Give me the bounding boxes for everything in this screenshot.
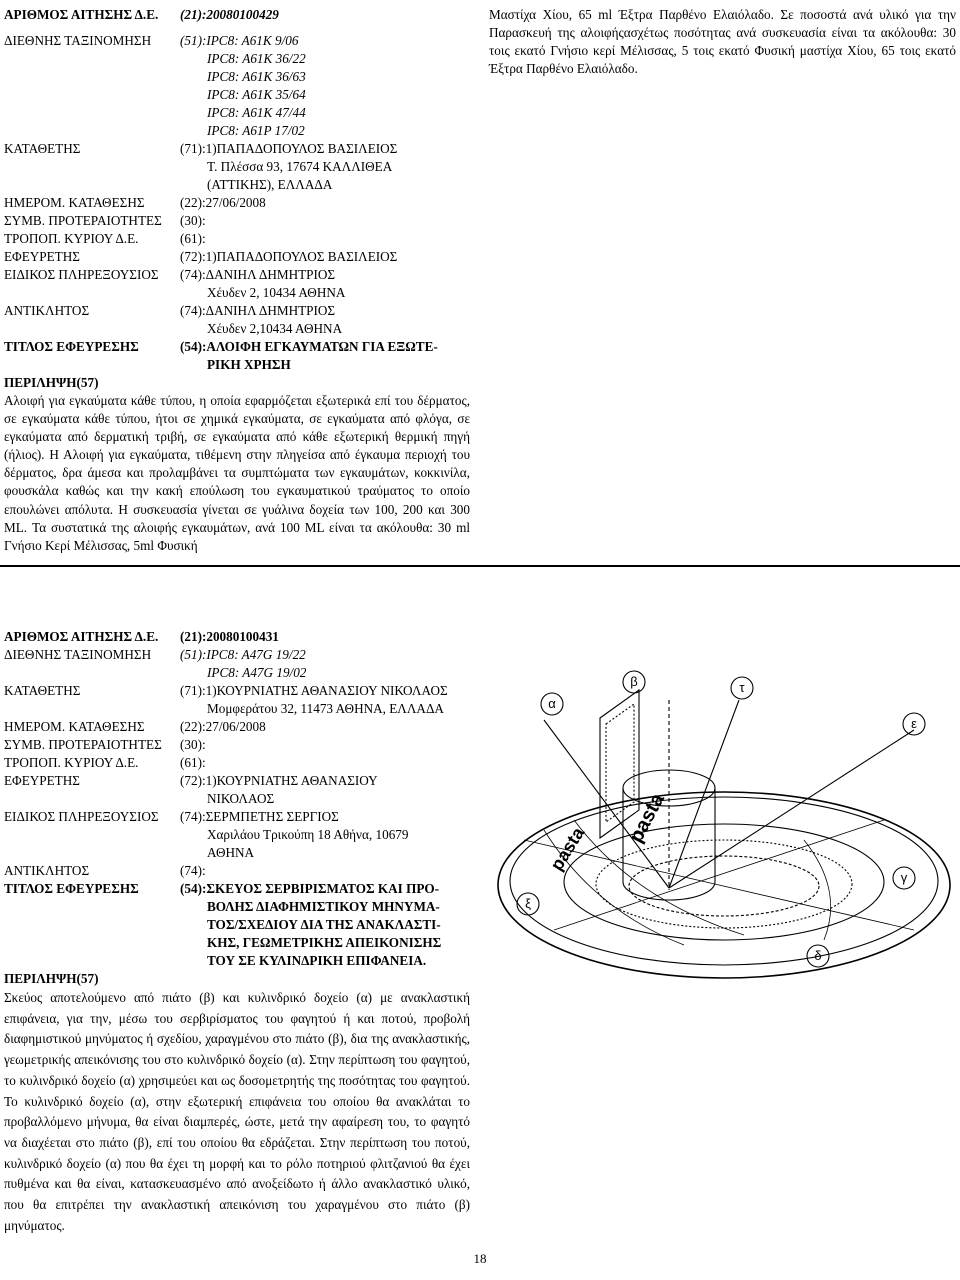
title-line: ΤΟΥ ΣΕ ΚΥΛΙΝΔΡΙΚΗ ΕΠΙΦΑΝΕΙΑ. (207, 953, 427, 968)
abstract-text-right: Μαστίχα Χίου, 65 ml Έξτρα Παρθένο Ελαιόλαδο. Σε ποσοστά ανά υλικό για την Παρασκευή της αλοιφήςασχέτως ποσότητας ανά συσκευασία είναι τα ακόλουθα: 30 τοις εκατό Γνήσιο κερί Μέλισσας, 5 τοις εκατό Φυσική μαστίχα Χίου, 65 τοις εκατό Έξτρα Παρθένο Ελαιόλαδο. (489, 7, 956, 77)
engraved-word-reflection: pasta (624, 789, 669, 847)
figure-label: δ (814, 948, 822, 963)
abstract-text-left: Αλοιφή για εγκαύματα κάθε τύπου, η οποία εφαρμόζεται εξωτερικά επί του δέρματος, σε εγκαύματα κάθε τύπου, ήτοι σε χημικά εγκαύματα, σε εγκαύματα από φλόγα, σε εγκαύματα από δερματική τριβή, σε εγκαύματα από κάθε εξωτερική θερμική πηγή (ήλιος). Η Αλοιφή για εγκαύματα, τιθέμενη στην πληγείσα από έγκαυμα περιοχή του δέρματος, δρα άμεσα και προλαμβάνει τα συμπτώματα των εγκαυμάτων, κοκκινίλα, φουσκάλα καθώς και την κακή επούλωση του εγκαυματικού τραύματος το οποίο επουλώνει απόλυτα. Η συσκευασία γίνεται σε γυάλινα δοχεία των 100, 200 και 300 ML. Τα συστατικά της αλοιφής εγκαυμάτων, ανά 100 ML είναι τα ακόλουθα: 30 ml Γνήσιο Κερί Μέλισσας, 5ml Φυσική (4, 393, 470, 553)
ipc-line: IPC8: A61P 17/02 (207, 123, 305, 138)
inventor-label: ΕΦΕΥΡΕΤΗΣ (4, 773, 80, 788)
ipc-line: IPC8: A61K 47/44 (207, 105, 306, 120)
modification-label: ΤΡΟΠΟΠ. ΚΥΡΙΟΥ Δ.Ε. (4, 755, 139, 770)
attorney-line: (74):ΣΕΡΜΠΕΤΗΣ ΣΕΡΓΙΟΣ (180, 809, 339, 824)
inventor-line: (72):1)ΚΟΥΡΝΙΑΤΗΣ ΑΘΑΝΑΣΙΟΥ (180, 773, 378, 788)
applicant-line: Τ. Πλέσσα 93, 17674 ΚΑΛΛΙΘΕΑ (207, 159, 393, 174)
modification-label: ΤΡΟΠΟΠ. ΚΥΡΙΟΥ Δ.Ε. (4, 231, 139, 246)
title-line: ΡΙΚΗ ΧΡΗΣΗ (207, 357, 291, 372)
app-no-row (4, 6, 279, 24)
title-label: ΤΙΤΛΟΣ ΕΦΕΥΡΕΣΗΣ (4, 881, 139, 896)
attorney-line: ΑΘΗΝΑ (207, 845, 255, 860)
page-number: 18 (473, 1251, 487, 1266)
app-no-label: ΑΡΙΘΜΟΣ ΑΙΤΗΣΗΣ Δ.Ε. (4, 7, 159, 22)
ipc-row (4, 32, 151, 50)
section-divider (0, 565, 960, 567)
figure-label: τ (739, 680, 745, 695)
app-no-row (4, 628, 279, 646)
representative-value: (74): (180, 863, 206, 878)
attorney-line: Χέυδεν 2, 10434 ΑΘΗΝΑ (207, 285, 346, 300)
abstract-heading: ΠΕΡΙΛΗΨΗ(57) (4, 971, 99, 986)
applicant-line: (ΑΤΤΙΚΗΣ), ΕΛΛΑΔΑ (207, 177, 333, 192)
grid-curve (804, 840, 831, 940)
projection-line (524, 840, 914, 930)
attorney-label: ΕΙΔΙΚΟΣ ΠΛΗΡΕΞΟΥΣΙΟΣ (4, 809, 159, 824)
ipc-line: (51):IPC8: A61K 9/06 (180, 33, 299, 48)
applicant-label: ΚΑΤΑΘΕΤΗΣ (4, 683, 81, 698)
ipc-line: IPC8: A61K 36/22 (207, 51, 306, 66)
applicant-label: ΚΑΤΑΘΕΤΗΣ (4, 141, 81, 156)
engraved-word-plate: pasta (546, 823, 589, 875)
ipc-line: IPC8: A61K 36/63 (207, 69, 306, 84)
priority-value: (30): (180, 213, 206, 228)
ipc-label: ΔΙΕΘΝΗΣ ΤΑΞΙΝΟΜΗΣΗ (4, 33, 152, 48)
abstract-text: Σκεύος αποτελούμενο από πιάτο (β) και κυλινδρικό δοχείο (α) με ανακλαστική επιφάνεια, για την, μέσω του σερβιρίσματος του φαγητού ή και ποτού, προβολή διαφημιστικού μηνύματος ή σχεδίου, χαραγμένου στο πιάτο (β), δια της ανακλαστικής, γεωμετρικής απεικόνισης του στο κυλινδρικό δοχείο (α). Στην περίπτωση του φαγητού, το κυλινδρικό δοχείο (α) χρησιμεύει και ως δοσομετρητής της ποσότητας του φαγητού. Το κυλινδρικό δοχείο (α), στην εξωτερική επιφάνεια του οποίου θα ανακλάται το προβαλλόμενο μήνυμα, θα είναι διαμπερές, ώστε, μετά την αφαίρεση του, το φαγητό να διαχέεται στο πιάτο (β), επί του οποίου θα εδράζεται. Στην περίπτωση του ποτού, κυλινδρικό δοχείο (α) που θα έχει τη μορφή και το ρόλο ποτηριού φλιτζανιού θα έχει πυθμένα και θα είναι, κατασκευασμένο από ανοξείδωτο ή άλλο ανακλαστικό υλικό, που θα επιτρέπει την ανακλαστική απεικόνιση του χαραγμένου στο πιάτο (β) μηνύματος. (4, 990, 470, 1233)
modification-value: (61): (180, 755, 206, 770)
attorney-label: ΕΙΔΙΚΟΣ ΠΛΗΡΕΞΟΥΣΙΟΣ (4, 267, 159, 282)
projection-line (669, 730, 914, 888)
title-line: ΤΟΣ/ΣΧΕΔΙΟΥ ΔΙΑ ΤΗΣ ΑΝΑΚΛΑΣΤΙ- (207, 917, 441, 932)
representative-label: ΑΝΤΙΚΛΗΤΟΣ (4, 303, 90, 318)
filing-date-value: (22):27/06/2008 (180, 719, 266, 734)
title-line: ΒΟΛΗΣ ΔΙΑΦΗΜΙΣΤΙΚΟΥ ΜΗΝΥΜΑ- (207, 899, 440, 914)
applicant-line: (71):1)ΚΟΥΡΝΙΑΤΗΣ ΑΘΑΝΑΣΙΟΥ ΝΙΚΟΛΑΟΣ (180, 683, 448, 698)
filing-date-label: ΗΜΕΡΟΜ. ΚΑΤΑΘΕΣΗΣ (4, 195, 145, 210)
patent-figure (484, 660, 960, 980)
abstract-heading: ΠΕΡΙΛΗΨΗ(57) (4, 375, 99, 390)
figure-label: ε (911, 716, 917, 731)
applicant-line: (71):1)ΠΑΠΑΔΟΠΟΥΛΟΣ ΒΑΣΙΛΕΙΟΣ (180, 141, 398, 156)
plate-well-outer (564, 824, 884, 940)
title-line: ΚΗΣ, ΓΕΩΜΕΤΡΙΚΗΣ ΑΠΕΙΚΟΝΙΣΗΣ (207, 935, 442, 950)
filing-date-value: (22):27/06/2008 (180, 195, 266, 210)
inventor-value: (72):1)ΠΑΠΑΔΟΠΟΥΛΟΣ ΒΑΣΙΛΕΙΟΣ (180, 249, 398, 264)
figure-label: ξ (525, 896, 531, 911)
app-no-value: (21):20080100431 (180, 629, 279, 644)
figure-label: β (630, 674, 638, 689)
plate-outer-rim (498, 792, 950, 978)
title-line: (54):ΑΛΟΙΦΗ ΕΓΚΑΥΜΑΤΩΝ ΓΙΑ ΕΞΩΤΕ- (180, 339, 438, 354)
attorney-line: (74):ΔΑΝΙΗΛ ΔΗΜΗΤΡΙΟΣ (180, 267, 336, 282)
priority-value: (30): (180, 737, 206, 752)
ipc-line: IPC8: A61K 35/64 (207, 87, 306, 102)
priority-label: ΣΥΜΒ. ΠΡΟΤΕΡΑΙΟΤΗΤΕΣ (4, 213, 162, 228)
modification-value: (61): (180, 231, 206, 246)
inventor-line: ΝΙΚΟΛΑΟΣ (207, 791, 275, 806)
projection-line (554, 820, 884, 930)
attorney-line: Χαριλάου Τρικούπη 18 Αθήνα, 10679 (207, 827, 409, 842)
ipc-label: ΔΙΕΘΝΗΣ ΤΑΞΙΝΟΜΗΣΗ (4, 647, 152, 662)
representative-line: (74):ΔΑΝΙΗΛ ΔΗΜΗΤΡΙΟΣ (180, 303, 336, 318)
figure-label: α (548, 696, 556, 711)
priority-label: ΣΥΜΒ. ΠΡΟΤΕΡΑΙΟΤΗΤΕΣ (4, 737, 162, 752)
app-no-label: ΑΡΙΘΜΟΣ ΑΙΤΗΣΗΣ Δ.Ε. (4, 629, 159, 644)
ipc-line: IPC8: A47G 19/02 (207, 665, 307, 680)
filing-date-label: ΗΜΕΡΟΜ. ΚΑΤΑΘΕΣΗΣ (4, 719, 145, 734)
figure-label: γ (900, 870, 908, 885)
title-label: ΤΙΤΛΟΣ ΕΦΕΥΡΕΣΗΣ (4, 339, 139, 354)
representative-label: ΑΝΤΙΚΛΗΤΟΣ (4, 863, 90, 878)
title-line: (54):ΣΚΕΥΟΣ ΣΕΡΒΙΡΙΣΜΑΤΟΣ ΚΑΙ ΠΡΟ- (180, 881, 440, 896)
representative-line: Χέυδεν 2,10434 ΑΘΗΝΑ (207, 321, 343, 336)
ipc-line: (51):IPC8: A47G 19/22 (180, 647, 306, 662)
inventor-label: ΕΦΕΥΡΕΤΗΣ (4, 249, 80, 264)
app-no-value: (21):20080100429 (180, 7, 279, 22)
applicant-line: Μομφεράτου 32, 11473 ΑΘΗΝΑ, ΕΛΛΑΔΑ (207, 701, 444, 716)
